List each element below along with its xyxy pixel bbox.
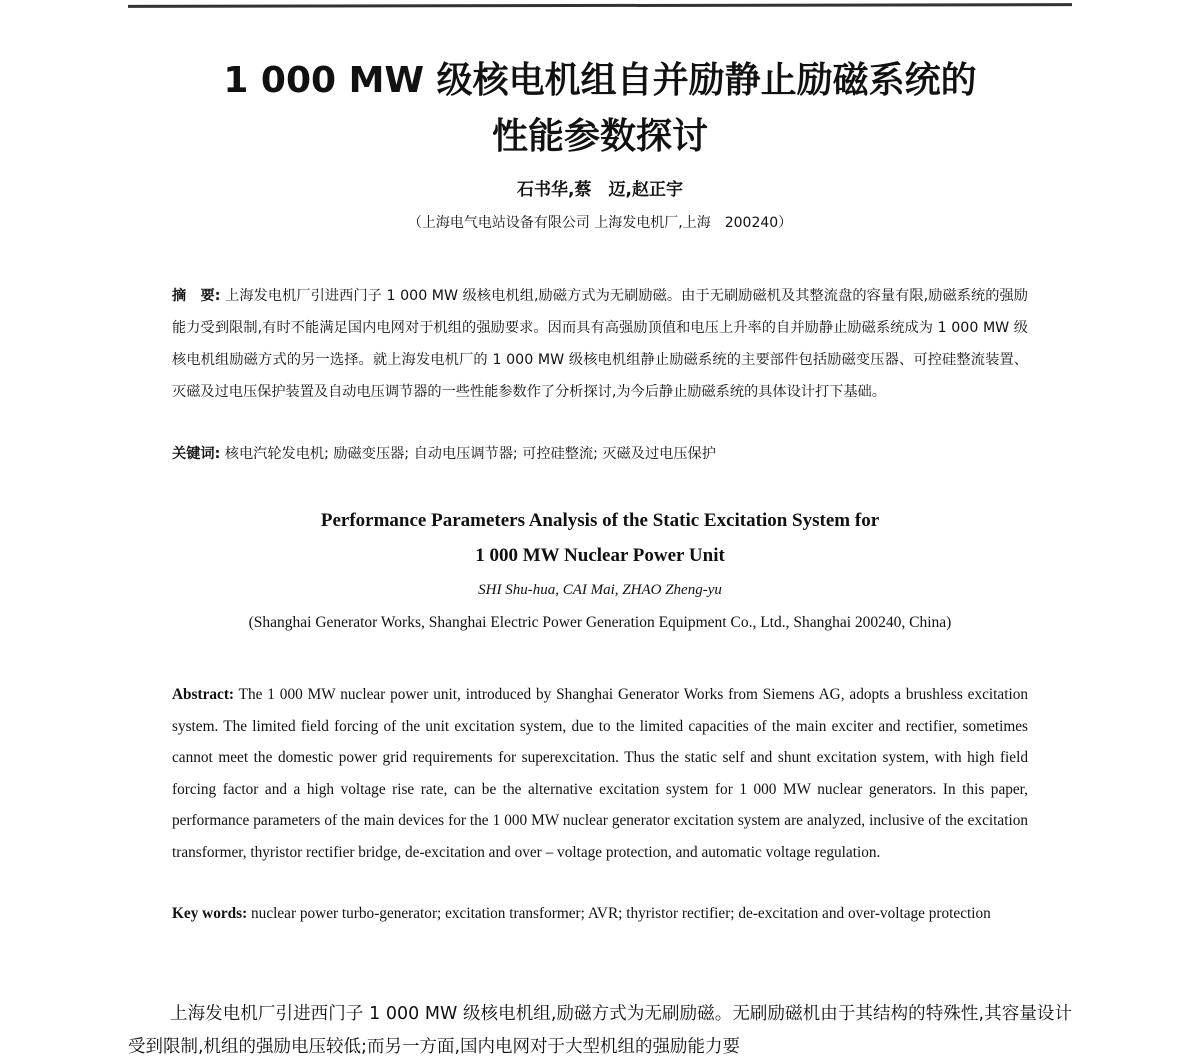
cn-affiliation: （上海电气电站设备有限公司 上海发电机厂,上海 200240）: [407, 215, 793, 231]
cn-title-line2: 性能参数探讨: [491, 116, 708, 157]
header-rule: [128, 3, 1072, 8]
en-affiliation: (Shanghai Generator Works, Shanghai Electric Power Generation Equipment Co., Ltd., Shanghai 200240, China): [248, 614, 952, 631]
en-abstract-label: Abstract:: [172, 686, 235, 703]
cn-keywords-label: 关键词:: [172, 446, 221, 462]
cn-abstract: [172, 280, 1028, 408]
cn-authors: 石书华,蔡 迈,赵正宇: [517, 180, 683, 200]
en-title-line2: 1 000 MW Nuclear Power Unit: [475, 545, 725, 566]
en-title-line1: Performance Parameters Analysis of the Static Excitation System for: [320, 510, 880, 531]
en-keywords-label: Key words:: [172, 905, 248, 922]
en-keywords-text: nuclear power turbo-generator; excitation transformer; AVR; thyristor rectifier; de-excitation and over-voltage protection: [247, 905, 991, 922]
en-keywords: [172, 898, 1028, 930]
body-paragraph: 上海发电机厂引进西门子 1 000 MW 级核电机组,励磁方式为无刷励磁。无刷励磁机由于其结构的特殊性,其容量设计受到限制,机组的强励电压较低;而另一方面,国内电网对于大型机组的强励能力要: [128, 1004, 1072, 1057]
en-abstract-text: The 1 000 MW nuclear power unit, introduced by Shanghai Generator Works from Siemens AG, adopts a brushless excitation system. The limited field forcing of the unit excitation system, due to the limited capacities of the main exciter and rectifier, sometimes cannot meet the domestic power grid requirements for superexcitation. Thus the static self and shunt excitation system, with high field forcing factor and a high voltage rise rate, can be the alternative excitation system for 1 000 MW nuclear generators. In this paper, performance parameters of the main devices for the 1 000 MW nuclear generator excitation system are analyzed, inclusive of the excitation transformer, thyristor rectifier bridge, de-excitation and over – voltage protection, and automatic voltage regulation.: [172, 686, 1028, 861]
cn-abstract-label: 摘 要:: [172, 288, 221, 304]
cn-keywords-text: 核电汽轮发电机; 励磁变压器; 自动电压调节器; 可控硅整流; 灭磁及过电压保护: [220, 446, 716, 462]
en-authors: SHI Shu-hua, CAI Mai, ZHAO Zheng-yu: [478, 582, 722, 598]
cn-keywords: [172, 440, 1028, 468]
cn-title-line1: 1 000 MW 级核电机组自并励静止励磁系统的: [223, 60, 977, 101]
en-abstract: [172, 679, 1028, 868]
cn-abstract-text: 上海发电机厂引进西门子 1 000 MW 级核电机组,励磁方式为无刷励磁。由于无刷励磁机及其整流盘的容量有限,励磁系统的强励能力受到限制,有时不能满足国内电网对于机组的强励要求。因而具有高强励顶值和电压上升率的自并励静止励磁系统成为 1 000 MW 级核电机组励磁方式的另一选择。就上海发电机厂的 1 000 MW 级核电机组静止励磁系统的主要部件包括励磁变压器、可控硅整流装置、灭磁及过电压保护装置及自动电压调节器的一些性能参数作了分析探讨,为今后静止励磁系统的具体设计打下基础。: [172, 288, 1028, 400]
